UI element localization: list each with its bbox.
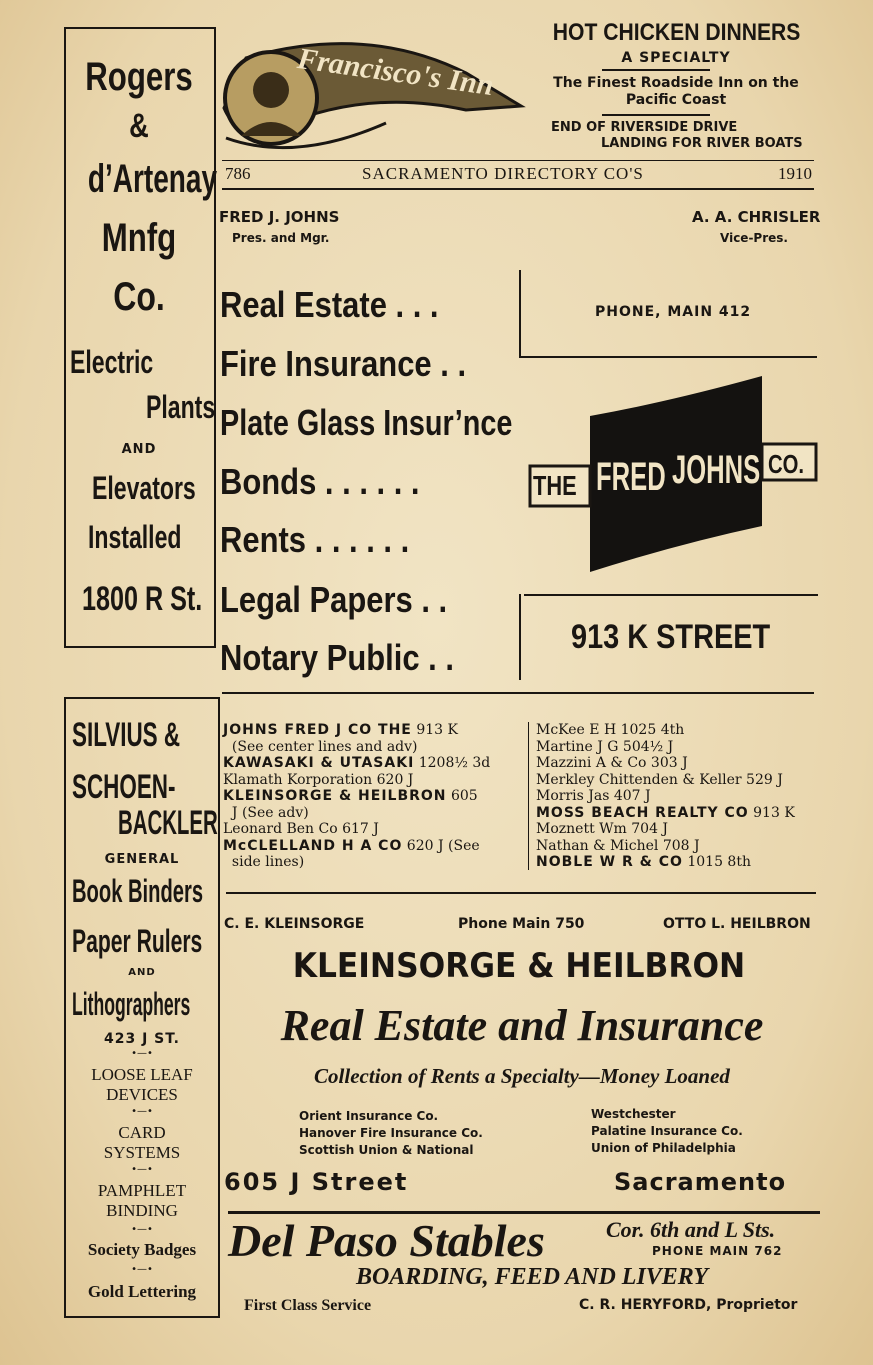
franciscos-rule-1 (602, 69, 710, 71)
johns-address: 913 K STREET (571, 618, 771, 656)
page-number: 786 (225, 164, 251, 183)
silvius-loose-1: LOOSE LEAF (91, 1065, 193, 1084)
rogers-co: Co. (113, 275, 165, 319)
service-notary-public: Notary Public . . (220, 637, 454, 678)
johns-pres-name: FRED J. JOHNS (219, 208, 340, 226)
silvius-name-3: BACKLER (118, 804, 218, 842)
johns-vp-title: Vice-Pres. (720, 231, 788, 245)
phone-box-bottom (519, 356, 817, 358)
silvius-binders: Book Binders (72, 873, 204, 909)
insurance-company: Westchester (591, 1107, 676, 1121)
service-bonds: Bonds . . . . . . (220, 461, 420, 502)
ornament: •—• (131, 1164, 153, 1175)
directory-right-column (536, 722, 795, 871)
silvius-litho: Lithographers (72, 986, 191, 1022)
flag-co: CO. (768, 449, 805, 479)
flag-the: THE (533, 470, 577, 501)
listing: Moznett Wm 704 J (536, 821, 669, 837)
johns-pres-title: Pres. and Mgr. (232, 231, 330, 245)
listing: Leonard Ben Co 617 J (223, 821, 379, 837)
address-box-top (524, 594, 818, 596)
listing: Nathan & Michel 708 J (536, 837, 700, 854)
service-plate-glass: Plate Glass Insur’nce (220, 402, 513, 443)
silvius-and: AND (128, 967, 156, 978)
listing: McKee E H 1025 4th (536, 722, 685, 738)
ornament: •—• (131, 1048, 153, 1059)
delpaso-proprietor: C. R. HERYFORD, Proprietor (579, 1297, 798, 1313)
rogers-and: AND (121, 442, 157, 457)
franciscos-coast: Pacific Coast (625, 92, 727, 108)
listing: McCLELLAND H A CO 620 J (See (223, 837, 480, 854)
insurance-company: Palatine Insurance Co. (591, 1124, 743, 1138)
kh-firm-name: KLEINSORGE & HEILBRON (292, 946, 746, 986)
listing: MOSS BEACH REALTY CO 913 K (536, 804, 795, 821)
section-rule-1 (222, 692, 814, 694)
kh-address: 605 J Street (224, 1168, 409, 1196)
silvius-card-1: CARD (118, 1123, 166, 1142)
flag-fred: FRED (596, 455, 666, 499)
kh-collection: Collection of Rents a Specialty—Money Loaned (314, 1064, 730, 1088)
franciscos-landing: LANDING FOR RIVER BOATS (601, 136, 803, 151)
silvius-society: Society Badges (87, 1240, 197, 1259)
listing: (See center lines and adv) (223, 738, 418, 755)
delpaso-corner: Cor. 6th and L Sts. (606, 1217, 776, 1242)
rogers-name: Rogers (85, 55, 193, 99)
silvius-name-2: SCHOEN- (72, 768, 176, 806)
listing: Morris Jas 407 J (536, 788, 651, 804)
silvius-rulers: Paper Rulers (72, 923, 203, 959)
franciscos-logo-text: Francisco's Inn (295, 42, 496, 103)
listing: Klamath Korporation 620 J (223, 771, 414, 788)
listing: J (See adv) (223, 804, 309, 821)
silvius-loose-2: DEVICES (106, 1085, 178, 1104)
service-legal-papers: Legal Papers . . (220, 579, 448, 620)
kh-partner-1: C. E. KLEINSORGE (224, 916, 365, 932)
directory-left-column (223, 722, 490, 871)
rogers-mnfg: Mnfg (101, 216, 177, 260)
kh-city: Sacramento (614, 1168, 787, 1196)
franciscos-end: END OF RIVERSIDE DRIVE (551, 120, 738, 135)
rogers-plants: Plants (146, 389, 216, 425)
section-rule-2 (226, 892, 816, 894)
listing: NOBLE W R & CO 1015 8th (536, 854, 751, 870)
listing: Mazzini A & Co 303 J (536, 755, 688, 771)
silvius-gold: Gold Lettering (87, 1282, 197, 1301)
insurance-company: Scottish Union & National (299, 1143, 474, 1157)
directory-title: SACRAMENTO DIRECTORY CO'S (362, 164, 644, 183)
listing: Martine J G 504½ J (536, 738, 674, 755)
franciscos-hot: HOT CHICKEN DINNERS (552, 19, 801, 46)
listing: KLEINSORGE & HEILBRON 605 (223, 788, 478, 804)
listing: Merkley Chittenden & Keller 529 J (536, 771, 783, 788)
kh-phone: Phone Main 750 (458, 916, 585, 932)
phone-box-left (519, 270, 521, 358)
kh-companies-left (299, 1108, 483, 1159)
address-box-left (519, 594, 521, 680)
rogers-electric: Electric (70, 344, 154, 380)
ornament: •—• (131, 1264, 153, 1275)
service-rents: Rents . . . . . . (220, 519, 410, 560)
silvius-card-2: SYSTEMS (103, 1143, 181, 1162)
listing: JOHNS FRED J CO THE 913 K (223, 722, 458, 738)
delpaso-service: First Class Service (244, 1297, 372, 1314)
rogers-dartenay: d’Artenay (87, 157, 218, 201)
franciscos-finest: The Finest Roadside Inn on the (553, 75, 799, 91)
kh-companies-right (591, 1106, 743, 1157)
service-real-estate: Real Estate . . . (220, 284, 439, 325)
kh-partner-2: OTTO L. HEILBRON (663, 916, 811, 932)
header-bottom-rule (222, 188, 814, 190)
silvius-general: GENERAL (104, 852, 180, 867)
listing: side lines) (223, 854, 305, 870)
silvius-name-1: SILVIUS & (72, 716, 181, 754)
insurance-company: Union of Philadelphia (591, 1141, 736, 1155)
directory-year: 1910 (778, 164, 812, 183)
delpaso-name: Del Paso Stables (228, 1215, 545, 1266)
johns-vp-name: A. A. CHRISLER (692, 208, 821, 226)
franciscos-specialty: A SPECIALTY (621, 50, 731, 66)
silvius-pamphlet-1: PAMPHLET (97, 1181, 187, 1200)
johns-phone: PHONE, MAIN 412 (595, 304, 752, 320)
silvius-pamphlet-2: BINDING (106, 1201, 178, 1220)
rogers-ad (66, 52, 218, 326)
kh-tagline: Real Estate and Insurance (280, 1001, 764, 1050)
listing: KAWASAKI & UTASAKI 1208½ 3d (223, 755, 491, 771)
service-fire-insurance: Fire Insurance . . (220, 343, 467, 384)
delpaso-phone: PHONE MAIN 762 (652, 1244, 783, 1258)
ornament: •—• (131, 1106, 153, 1117)
rogers-address: 1800 R St. (82, 580, 203, 618)
franciscos-ad (536, 18, 816, 68)
rogers-amp: & (129, 107, 149, 145)
directory-column-rule (528, 722, 529, 870)
ornament: •—• (131, 1224, 153, 1235)
rogers-elevators: Elevators (92, 470, 196, 506)
header-top-rule (222, 160, 814, 161)
rogers-installed: Installed (88, 519, 182, 555)
franciscos-rule-2 (602, 114, 710, 116)
delpaso-boarding: BOARDING, FEED AND LIVERY (355, 1264, 709, 1290)
insurance-company: Hanover Fire Insurance Co. (299, 1126, 483, 1140)
insurance-company: Orient Insurance Co. (299, 1109, 439, 1123)
flag-johns: JOHNS (672, 448, 761, 492)
silvius-street: 423 J ST. (103, 1031, 180, 1047)
